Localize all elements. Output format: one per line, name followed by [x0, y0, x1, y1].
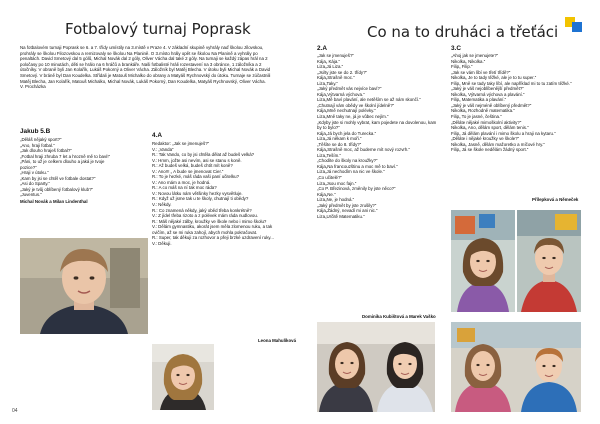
- interview-line: V.: Děkuji.: [152, 240, 172, 246]
- interview-line: Filip„ Já se škole nedělám žádný sport.“: [451, 147, 529, 153]
- interview-line: Nikolka„ Nikolka.“: [451, 58, 486, 64]
- section-2a-signature: Dominika Kubištová a Marek Vaško: [362, 314, 436, 319]
- interview-line: R.: To je hezké, máš ráda vaši paní učitelku?: [152, 174, 240, 180]
- interview-line: „Asi do Sparty.“: [20, 181, 50, 187]
- right-page: [300, 0, 600, 424]
- right-page-title: Co na to druháci a třeťáci: [367, 23, 559, 41]
- interview-line: Kája„Výtvarná výchova.“: [317, 91, 365, 97]
- interview-line: „Děláte i nějaké kroužky ve škole?“: [451, 136, 520, 142]
- section-4a-signature: Leona Mahulíková: [258, 338, 297, 343]
- interview-line: „Juventus.“: [20, 192, 42, 198]
- photo-nikolka: [451, 210, 515, 312]
- interview-line: „Kam by jsi se chtěl ve fotbale dostat?“: [20, 175, 96, 181]
- interview-line: „Ano, hraji fotbal.“: [20, 142, 55, 148]
- interview-line: R.: Super, tak děkuji za rozhovor a přeji brzké uzdravení ruky...: [152, 235, 274, 241]
- section-4a-heading: 4.A: [152, 132, 162, 139]
- interview-line: V.: „Vanda“: [152, 146, 174, 152]
- interview-line: Liza„Jsou moc fajn.“: [317, 180, 357, 186]
- interview-line: Filip„ Já dělám plavání i mimo školu a hraji na kytaru.“: [451, 130, 556, 136]
- interview-line: „Chutnají vám obědy ve školní jídelně?“: [317, 102, 395, 108]
- interview-5b: [20, 137, 116, 205]
- interview-line: Nikolka„ Výtvarná výchova a plavání.“: [451, 91, 525, 97]
- photo-filip: [517, 210, 581, 312]
- section-5b-heading: Jakub 5.B: [20, 128, 51, 135]
- interview-line: Kája„Na francouzštinu a moc mě to baví.“: [317, 163, 398, 169]
- interview-line: „Hraji v útoku.“: [20, 170, 49, 176]
- tournament-article: Na fotbalovém turnaji Poprask se 6. a 7. třídy umístily na 3.místě v Praze 4. V základní skupině vyhrály naď školou Jílovskou, prohrály se školou Filozovskou a remizovaly se školou Na Planině. O 3.místo hrály opět se školou Na Planině a vyhrály po penaltách. David Smetový dal 5 gólů, Michal Novák dal 2 góly, Oliver Vácha dal také 2 góly. Na turnaji se každý zápas hrál na 2 poločasy po 10 minutách, děti se hrálo na 6 hráčů a brankáře. Naši fotbalisté hráli rozestavení na 3 obránce, 1 záložníka a 2 útočníky. V obraně byli Jan Kolařík, Lukáš Pokorný a Oliver Vácha. Záložník byl Matěj Blecha. V útoku byli Michal Novák a David Smetový. V bráně byl Dan Koudelka. Střídali je Matouš Michalko do obrany a Matyáš Rychnovský do útoku. Turnaje se zúčastnili Matěj Blecha, Jan Kolařík, Matouš Michalko, Michal Novák, Lukáš Pokorný, Dan Koudelka, Matyáš Rychnovský, Oliver Vácha. V. Procházka: [20, 45, 271, 90]
- interview-2a: [317, 53, 441, 219]
- section-3c-heading: 3.C: [451, 45, 461, 52]
- interview-line: V.: Dělám gymnastiku, akorát jsem měla zlomenou ruku, a tak cvičím, až se mi ruka zahojí, abych mohla pokračovat.: [152, 224, 273, 235]
- interview-line: R.: Co znamená někdy, jaký oběd třeba konkrétně?: [152, 207, 252, 213]
- interview-line: „Ahoj jak se jmenujete?“: [451, 53, 499, 58]
- interview-4a: [152, 141, 280, 246]
- interview-line: Kája„Ne.“: [317, 191, 336, 197]
- interview-line: „Páni, to už je celkem dlouho a jaká je tvoje pozice?“: [20, 159, 105, 170]
- interview-line: „Jaký předmět by jste zrušily?“: [317, 202, 377, 208]
- interview-line: „Co P. Březinová, změnily by jste něco?“: [317, 186, 396, 192]
- accent-square-blue: [572, 22, 582, 32]
- interview-line: „Těšíte se do 8. třídy?“: [317, 141, 362, 147]
- interview-line: Kája„Žádný, nevadí mi ani nic.“: [317, 208, 378, 214]
- photo-jakub: [20, 238, 148, 334]
- interview-line: „Jaký je tvůj oblíbený fotbalový klub?“: [20, 186, 93, 192]
- interview-line: Liza„Taky.“: [317, 80, 338, 86]
- interview-line: Nikolka„ Je to tady těžké, ale je to tu super.“: [451, 75, 537, 81]
- interview-line: Liza„Určitě Matematiku.“: [317, 213, 365, 219]
- section-2a-heading: 2.A: [317, 45, 327, 52]
- interview-line: V.: Novou látku nám většinky hezky vysvětluje.: [152, 190, 243, 196]
- interview-line: „Jak se vám líbí ve třetí třídě?“: [451, 69, 511, 75]
- interview-line: Liza„Mně taky ne, já je vůbec nejím.“: [317, 114, 389, 120]
- interview-line: „Fotbal hraji zhruba 7 let a hrozně mě to baví!“: [20, 153, 111, 159]
- interview-line: „Jsi/ty jste se do 2. třídy?“: [317, 69, 368, 75]
- photo-vanda: [152, 344, 214, 410]
- interview-line: Liza„Já Liza.“: [317, 64, 344, 70]
- interview-line: Nikolka„ Ano, dělám sport, dělám tenis.“: [451, 125, 529, 131]
- interview-line: R.: Když už jsme tak u te školy, chutnají ti obědy?: [152, 196, 249, 202]
- interview-line: R.: Tak Vando, co by jsi chtěla dělat až budeš velká?: [152, 152, 255, 158]
- section-5b-signature: Michal Novák a Milan Lindenthal: [20, 199, 88, 205]
- interview-3c: [451, 53, 581, 153]
- interview-line: Filip„ Filip.“: [451, 64, 473, 70]
- interview-line: Kája„Strašně moc.“: [317, 75, 355, 81]
- photo-kaja-liza: [317, 322, 435, 412]
- interview-line: Kája„ Kája.“: [317, 58, 340, 64]
- interview-line: V.: Ano mám a moc, je hodná.: [152, 179, 211, 185]
- interview-line: Liza„Ne, je hodná.“: [317, 197, 355, 203]
- interview-line: „Co učitelé?“: [317, 175, 342, 181]
- interview-line: Kája„Strašně moc, až budeme mít nový rozvrh.“: [317, 147, 410, 153]
- interview-line: Nikolka„ Rozhodně matematika.“: [451, 108, 515, 114]
- interview-line: Nikolka„ Jasně, dělám mažoretko a míčové hry.“: [451, 141, 545, 147]
- interview-line: V.: Hmm, jožte asi nevím, asi se stanu s koně.: [152, 157, 242, 163]
- interview-line: R.: A co máš na ní tak moc ráda?: [152, 185, 217, 191]
- interview-line: „Jak dlouho hraješ fotbal?“: [20, 148, 72, 154]
- interview-line: Liza„Teším.“: [317, 152, 341, 158]
- interview-line: Filip„ Matematika a plavání.“: [451, 97, 507, 103]
- interview-line: Liza„Mě baví plavání, ale netěším se až nám skončí.“: [317, 97, 421, 103]
- interview-line: R.: Máš nějaké zálby, kroužky ve škole nebo i mimo školu?: [152, 218, 267, 224]
- interview-line: „Jaký je váš nejoblíbenější předmět?“: [451, 86, 524, 92]
- interview-line: R.: Až budeš velká, budeš chtít mít koně?: [152, 163, 233, 169]
- interview-line: Kája„Mně nechutnají polévky.“: [317, 108, 376, 114]
- interview-line: Liza„Já nechodím na nic ve škole.“: [317, 169, 385, 175]
- interview-line: „Kdyby jste si mohly vybrat, kam pojedete na dovolenou, kam by to bylo?“: [317, 119, 437, 131]
- interview-line: V.: Z jídel třeba rizoto a z polévek mám ráda nudlovou.: [152, 213, 259, 219]
- interview-line: „Děláte nějaké mimoškolní aktivity?“: [451, 119, 522, 125]
- interview-line: „Chodíte do školy na kroužky?“: [317, 158, 378, 164]
- photo-3c-kids: [451, 322, 581, 412]
- interview-line: „Jak se jmenuješ?“: [317, 53, 354, 58]
- section-3c-signature: Přílepková a Němeček: [532, 197, 579, 202]
- interview-line: Filip„ Mně se tady taky líbí, ale například mi to tu zatím těžké.“: [451, 80, 572, 86]
- interview-line: V.: Ano!!! „ A bude se jmenovat Cier.“: [152, 168, 224, 174]
- interview-line: „Jaký je váš nejméně oblíbený předmět?“: [451, 102, 532, 108]
- interview-line: Liza„Já někam k moři.“: [317, 136, 362, 142]
- page-number: 04: [12, 408, 18, 414]
- interview-line: „Jaký předmět vás nejvíce baví?“: [317, 86, 382, 92]
- interview-line: Filip„ To je jasné, čeština.“: [451, 114, 502, 120]
- interview-line: „Děláš nějaký sport?“: [20, 137, 62, 142]
- interview-line: Kája„Já bych jela do Turecka.“: [317, 130, 377, 136]
- interview-line: Redaktor: „Jak se jmenuješ?“: [152, 141, 210, 146]
- interview-line: V.: Někdy.: [152, 202, 172, 208]
- left-page-title: Fotbalový turnaj Poprask: [65, 20, 251, 38]
